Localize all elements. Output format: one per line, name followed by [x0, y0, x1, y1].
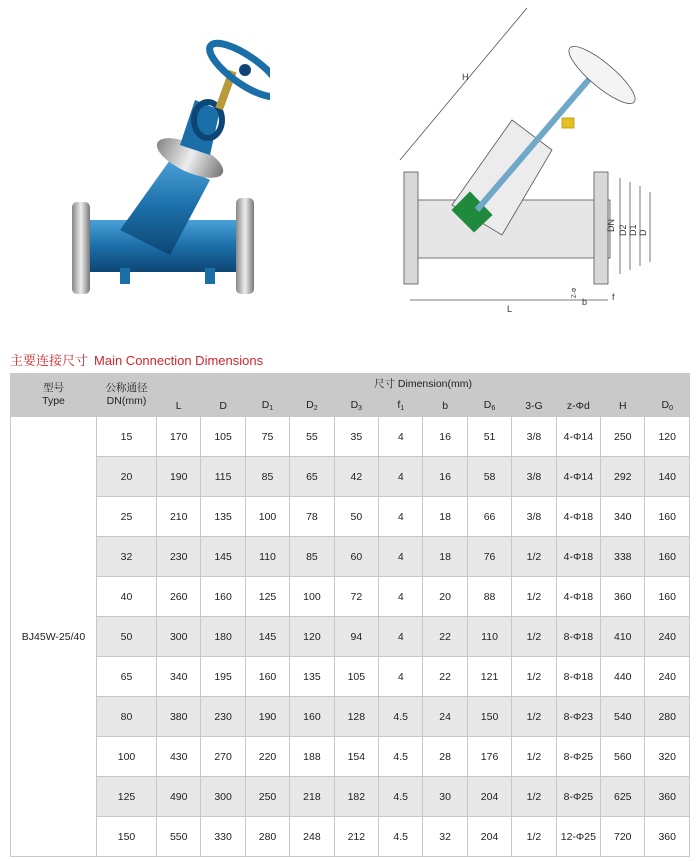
dimension-cell: 1/2 [512, 817, 556, 857]
dimension-cell: 22 [423, 617, 467, 657]
dimension-cell: 4.5 [379, 817, 423, 857]
col-header-l [157, 396, 201, 417]
dimension-cell: 154 [334, 737, 378, 777]
dimension-cell: 4 [379, 657, 423, 697]
dimension-cell: 210 [157, 497, 201, 537]
col-header-h [601, 396, 645, 417]
dimension-cell: 1/2 [512, 537, 556, 577]
dimension-cell: 120 [645, 417, 690, 457]
type-header-en: Type [42, 395, 65, 407]
dim-label-DN: DN [606, 219, 616, 232]
dimension-cell: 440 [601, 657, 645, 697]
dimension-cell: 120 [290, 617, 334, 657]
dimension-cell: 188 [290, 737, 334, 777]
dimension-cell: 212 [334, 817, 378, 857]
dimension-cell: 16 [423, 457, 467, 497]
dimension-cell: 8-Φ23 [556, 697, 600, 737]
dimension-cell: 135 [201, 497, 245, 537]
dimension-cell: 170 [157, 417, 201, 457]
dim-label-zg: Z-Φ [572, 287, 578, 298]
dimension-cell: 32 [423, 817, 467, 857]
type-cell: BJ45W-25/40 [11, 417, 97, 857]
col-header-d2 [290, 396, 334, 417]
col-header-main: z-Φd [566, 399, 590, 412]
col-header-subscript: 3 [358, 405, 363, 412]
dimension-cell: 3/8 [512, 417, 556, 457]
section-title-en: Main Connection Dimensions [94, 353, 264, 368]
dimension-cell: 100 [290, 577, 334, 617]
dimension-cell: 560 [601, 737, 645, 777]
dim-label-D1: D1 [628, 224, 638, 236]
col-header-subscript: 0 [669, 405, 673, 412]
dimension-cell: 18 [423, 497, 467, 537]
dim-label-f: f [612, 292, 615, 302]
col-header-main: f [397, 399, 401, 411]
dimension-cell: 105 [334, 657, 378, 697]
dn-cell: 65 [97, 657, 157, 697]
dimension-cell: 176 [467, 737, 511, 777]
dimension-cell: 182 [334, 777, 378, 817]
valve-section-drawing [382, 0, 700, 320]
dim-label-D: D [638, 229, 648, 236]
dim-label-b: b [582, 297, 588, 307]
dimension-cell: 85 [245, 457, 289, 497]
dimension-cell: 4-Φ18 [556, 537, 600, 577]
dimension-cell: 75 [245, 417, 289, 457]
col-header-dn [97, 374, 157, 417]
dn-header-en: DN(mm) [106, 395, 147, 407]
table-row [11, 697, 690, 737]
dimension-cell: 66 [467, 497, 511, 537]
dn-cell: 25 [97, 497, 157, 537]
dimension-cell: 4.5 [379, 737, 423, 777]
dimension-cell: 160 [245, 657, 289, 697]
col-header-main: D [350, 399, 359, 411]
dimension-cell: 1/2 [512, 617, 556, 657]
dimension-cell: 78 [290, 497, 334, 537]
dimension-cell: 8-Φ25 [556, 777, 600, 817]
dn-cell: 20 [97, 457, 157, 497]
dimension-cell: 300 [201, 777, 245, 817]
dimension-cell: 4.5 [379, 777, 423, 817]
col-header-main: b [442, 399, 449, 412]
col-header-z-φd [556, 396, 600, 417]
col-header-type [11, 374, 97, 417]
dimension-cell: 270 [201, 737, 245, 777]
dimension-cell: 150 [467, 697, 511, 737]
dimension-cell: 540 [601, 697, 645, 737]
dimension-cell: 8-Φ18 [556, 617, 600, 657]
dn-cell: 125 [97, 777, 157, 817]
dimension-cell: 300 [157, 617, 201, 657]
dimension-cell: 128 [334, 697, 378, 737]
dimension-cell: 160 [645, 537, 690, 577]
dimension-cell: 410 [601, 617, 645, 657]
dimension-cell: 280 [645, 697, 690, 737]
table-header-row [11, 374, 690, 396]
dimension-cell: 60 [334, 537, 378, 577]
dimension-cell: 3/8 [512, 497, 556, 537]
dimension-cell: 4 [379, 497, 423, 537]
dimension-cell: 125 [245, 577, 289, 617]
dimension-cell: 195 [201, 657, 245, 697]
dn-cell: 40 [97, 577, 157, 617]
col-header-main: 3-G [525, 399, 543, 412]
dimension-cell: 115 [201, 457, 245, 497]
dimension-cell: 380 [157, 697, 201, 737]
dimension-cell: 720 [601, 817, 645, 857]
dimensions-table [10, 373, 690, 857]
dimension-cell: 160 [645, 497, 690, 537]
dimension-cell: 220 [245, 737, 289, 777]
table-row [11, 617, 690, 657]
col-header-d3 [334, 396, 378, 417]
dimension-cell: 4 [379, 537, 423, 577]
dn-cell: 80 [97, 697, 157, 737]
dimension-cell: 4-Φ18 [556, 497, 600, 537]
col-header-d [201, 396, 245, 417]
col-header-b [423, 396, 467, 417]
col-header-3-g [512, 396, 556, 417]
col-header-main: D [306, 399, 314, 411]
dimension-cell: 110 [467, 617, 511, 657]
dimension-cell: 4 [379, 617, 423, 657]
dim-label-L: L [507, 304, 513, 314]
dimension-cell: 360 [645, 777, 690, 817]
col-header-subscript: 6 [491, 405, 496, 412]
table-row [11, 537, 690, 577]
col-header-dimension: 尺寸 Dimension(mm) [157, 374, 690, 396]
dimension-cell: 340 [157, 657, 201, 697]
dimension-cell: 4 [379, 577, 423, 617]
dimension-cell: 4.5 [379, 697, 423, 737]
table-row [11, 457, 690, 497]
dimension-cell: 110 [245, 537, 289, 577]
dn-cell: 150 [97, 817, 157, 857]
dimension-cell: 22 [423, 657, 467, 697]
table-row [11, 497, 690, 537]
col-header-d6 [467, 396, 511, 417]
dimension-cell: 1/2 [512, 657, 556, 697]
dimension-cell: 550 [157, 817, 201, 857]
dimension-cell: 240 [645, 617, 690, 657]
dimension-cell: 204 [467, 777, 511, 817]
dimension-cell: 12-Φ25 [556, 817, 600, 857]
dimension-cell: 260 [157, 577, 201, 617]
section-title-cn: 主要连接尺寸 [10, 353, 89, 368]
col-header-main: H [618, 399, 627, 412]
dimension-cell: 50 [334, 497, 378, 537]
dimension-cell: 338 [601, 537, 645, 577]
dn-header-cn: 公称通径 [105, 382, 148, 394]
dimension-cell: 240 [645, 657, 690, 697]
type-header-cn: 型号 [43, 382, 64, 394]
dimension-cell: 230 [157, 537, 201, 577]
dimension-cell: 30 [423, 777, 467, 817]
dimension-cell: 94 [334, 617, 378, 657]
dimension-cell: 340 [601, 497, 645, 537]
dimension-cell: 1/2 [512, 777, 556, 817]
dimension-cell: 218 [290, 777, 334, 817]
dimension-cell: 100 [245, 497, 289, 537]
dimension-cell: 76 [467, 537, 511, 577]
col-header-main: D [483, 399, 492, 411]
col-header-subscript: 1 [269, 405, 274, 412]
dimension-cell: 230 [201, 697, 245, 737]
dimension-cell: 1/2 [512, 697, 556, 737]
dimension-cell: 160 [645, 577, 690, 617]
dim-label-H: H [462, 72, 469, 82]
valve-product-photo [60, 30, 270, 320]
table-row [11, 657, 690, 697]
dimension-cell: 42 [334, 457, 378, 497]
dimension-cell: 24 [423, 697, 467, 737]
dimension-cell: 135 [290, 657, 334, 697]
dimension-cell: 8-Φ18 [556, 657, 600, 697]
dn-cell: 32 [97, 537, 157, 577]
dimension-cell: 204 [467, 817, 511, 857]
dimension-cell: 145 [245, 617, 289, 657]
col-header-main: D [661, 399, 670, 411]
dimension-cell: 85 [290, 537, 334, 577]
dimension-cell: 88 [467, 577, 511, 617]
dn-cell: 100 [97, 737, 157, 777]
dn-cell: 50 [97, 617, 157, 657]
dimension-cell: 4 [379, 457, 423, 497]
col-header-d0 [645, 396, 690, 417]
dimension-cell: 65 [290, 457, 334, 497]
table-row [11, 737, 690, 777]
dimension-cell: 250 [601, 417, 645, 457]
dimension-cell: 58 [467, 457, 511, 497]
table-row [11, 817, 690, 857]
dimension-cell: 190 [157, 457, 201, 497]
col-header-main: D [219, 399, 227, 412]
col-header-d1 [245, 396, 289, 417]
col-header-subscript: 1 [400, 405, 405, 412]
dimension-cell: 20 [423, 577, 467, 617]
dimension-cell: 248 [290, 817, 334, 857]
dimension-cell: 72 [334, 577, 378, 617]
dimension-cell: 1/2 [512, 737, 556, 777]
col-header-subscript: 2 [313, 405, 318, 412]
dimension-cell: 625 [601, 777, 645, 817]
col-header-main: D [261, 399, 270, 411]
col-header-f1 [379, 396, 423, 417]
dimension-cell: 330 [201, 817, 245, 857]
dimension-cell: 1/2 [512, 577, 556, 617]
dimension-cell: 490 [157, 777, 201, 817]
dimension-cell: 190 [245, 697, 289, 737]
dn-cell: 15 [97, 417, 157, 457]
dimension-cell: 18 [423, 537, 467, 577]
dimension-cell: 280 [245, 817, 289, 857]
dimension-cell: 4 [379, 417, 423, 457]
dimension-cell: 35 [334, 417, 378, 457]
table-row [11, 417, 690, 457]
col-header-main: L [175, 399, 182, 412]
dimension-cell: 360 [601, 577, 645, 617]
dimension-cell: 55 [290, 417, 334, 457]
dimension-cell: 51 [467, 417, 511, 457]
dimension-cell: 250 [245, 777, 289, 817]
dimension-cell: 360 [645, 817, 690, 857]
dimension-cell: 28 [423, 737, 467, 777]
table-row [11, 777, 690, 817]
dimension-cell: 140 [645, 457, 690, 497]
dimension-cell: 4-Φ18 [556, 577, 600, 617]
dimension-cell: 180 [201, 617, 245, 657]
dimension-cell: 8-Φ25 [556, 737, 600, 777]
section-heading [10, 350, 269, 369]
dimension-cell: 160 [290, 697, 334, 737]
dim-label-D2: D2 [618, 224, 628, 236]
dimension-cell: 160 [201, 577, 245, 617]
dimension-cell: 145 [201, 537, 245, 577]
dimension-cell: 16 [423, 417, 467, 457]
dimension-cell: 320 [645, 737, 690, 777]
dimension-cell: 4-Φ14 [556, 457, 600, 497]
dimension-cell: 292 [601, 457, 645, 497]
dimension-cell: 105 [201, 417, 245, 457]
dimension-cell: 121 [467, 657, 511, 697]
dimension-cell: 430 [157, 737, 201, 777]
dimension-cell: 3/8 [512, 457, 556, 497]
dimension-cell: 4-Φ14 [556, 417, 600, 457]
table-row [11, 577, 690, 617]
